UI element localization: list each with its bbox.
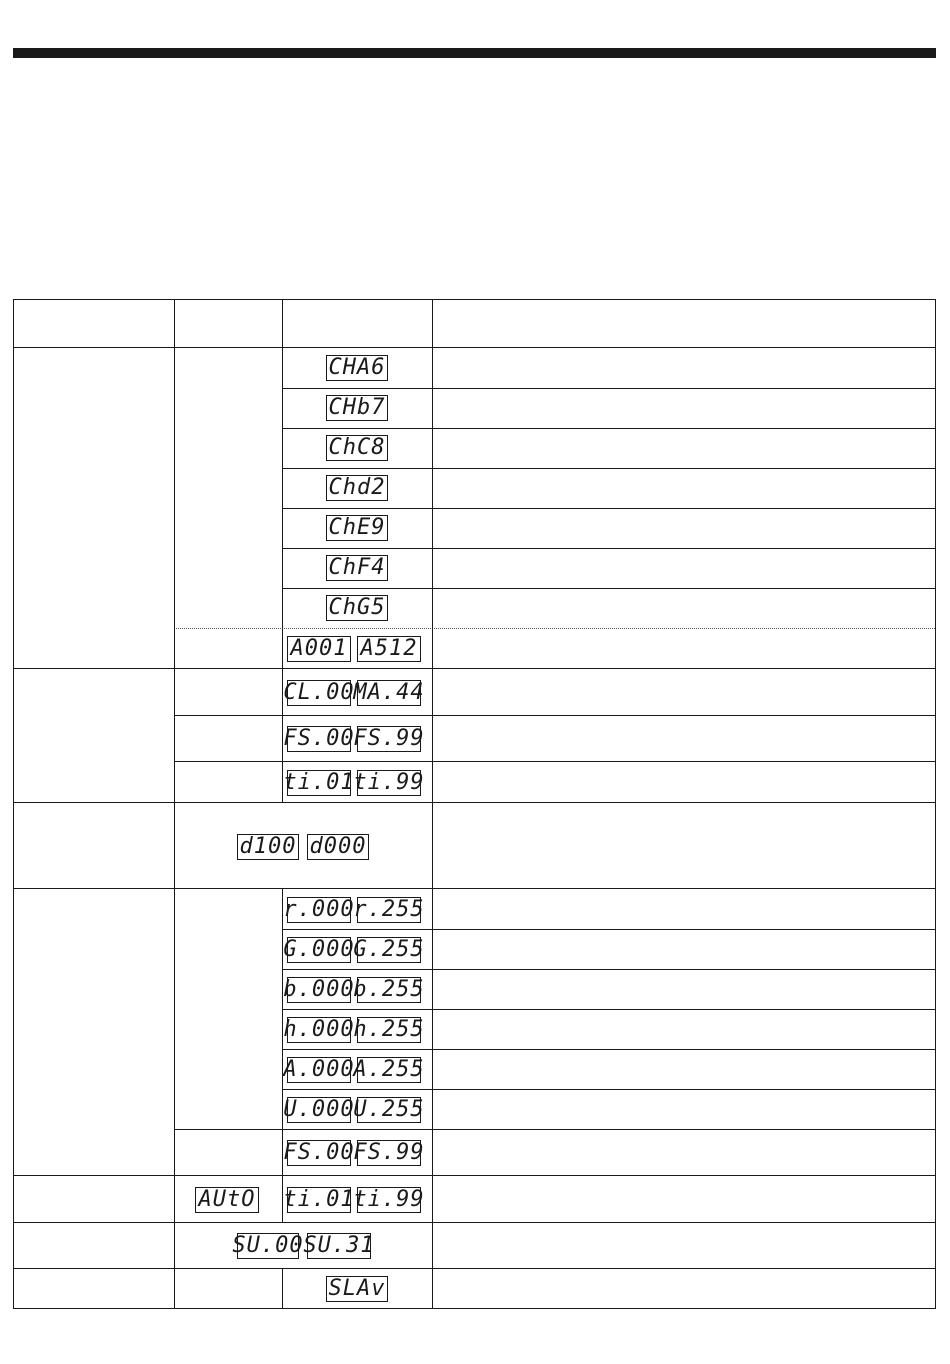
color-min-display: CL.00 <box>283 680 355 705</box>
col-divider-1 <box>174 300 175 1308</box>
channel-mode-display: ChG5 <box>326 595 388 621</box>
time-max-display: ti.99 <box>353 1187 425 1212</box>
section-divider <box>14 1268 935 1269</box>
row-divider <box>282 428 935 429</box>
color-max-display: MA.44 <box>353 680 425 705</box>
time-min-display: ti.01 <box>283 1187 355 1212</box>
dimmer-min-display: d100 <box>237 834 299 860</box>
row-divider-dotted <box>174 628 935 629</box>
white-max-display: h.255 <box>353 1017 425 1042</box>
channel-mode-display: Chd2 <box>326 475 388 501</box>
row-divider <box>282 929 935 930</box>
row-divider <box>282 468 935 469</box>
uv-max-display: U.255 <box>353 1097 425 1122</box>
menu-table <box>13 299 936 1309</box>
flash-speed-max-display: FS.99 <box>353 1140 425 1165</box>
channel-mode-display: ChC8 <box>326 435 388 461</box>
row-divider <box>282 1009 935 1010</box>
row-divider <box>174 1129 935 1130</box>
flash-speed-min-display: FS.00 <box>283 726 355 751</box>
section-divider <box>14 802 935 803</box>
address-min-display: A001 <box>287 636 351 662</box>
row-divider <box>282 1049 935 1050</box>
row-divider <box>282 969 935 970</box>
white-min-display: h.000 <box>283 1017 355 1042</box>
time-max-display: ti.99 <box>353 770 425 795</box>
sound-max-display: SU.31 <box>303 1233 375 1258</box>
red-max-display: r.255 <box>353 897 425 922</box>
green-max-display: G.255 <box>353 937 425 962</box>
section-divider <box>14 1175 935 1176</box>
row-divider <box>282 588 935 589</box>
time-min-display: ti.01 <box>283 770 355 795</box>
uv-min-display: U.000 <box>283 1097 355 1122</box>
flash-speed-max-display: FS.99 <box>353 726 425 751</box>
blue-min-display: b.000 <box>283 977 355 1002</box>
red-min-display: r.000 <box>283 897 355 922</box>
channel-mode-display: CHA6 <box>326 355 388 381</box>
section-divider <box>14 1222 935 1223</box>
row-divider <box>174 715 935 716</box>
sound-min-display: SU.00 <box>232 1233 304 1258</box>
row-divider <box>282 508 935 509</box>
green-min-display: G.000 <box>283 937 355 962</box>
dimmer-max-display: d000 <box>307 834 369 860</box>
header-divider <box>14 347 935 348</box>
col-divider-3 <box>432 300 433 1308</box>
address-max-display: A512 <box>357 636 421 662</box>
top-rule <box>13 48 936 58</box>
section-divider <box>14 888 935 889</box>
blue-max-display: b.255 <box>353 977 425 1002</box>
amber-min-display: A.000 <box>283 1057 355 1082</box>
slave-display: SLAv <box>326 1276 388 1302</box>
row-divider <box>282 548 935 549</box>
section-divider <box>14 668 935 669</box>
amber-max-display: A.255 <box>353 1057 425 1082</box>
auto-display: AUtO <box>195 1187 259 1213</box>
row-divider <box>282 388 935 389</box>
flash-speed-min-display: FS.00 <box>283 1140 355 1165</box>
channel-mode-display: ChF4 <box>326 555 388 581</box>
row-divider <box>282 1089 935 1090</box>
channel-mode-display: ChE9 <box>326 515 388 541</box>
col-divider-2 <box>282 1268 283 1308</box>
row-divider <box>174 761 935 762</box>
channel-mode-display: CHb7 <box>326 395 388 421</box>
